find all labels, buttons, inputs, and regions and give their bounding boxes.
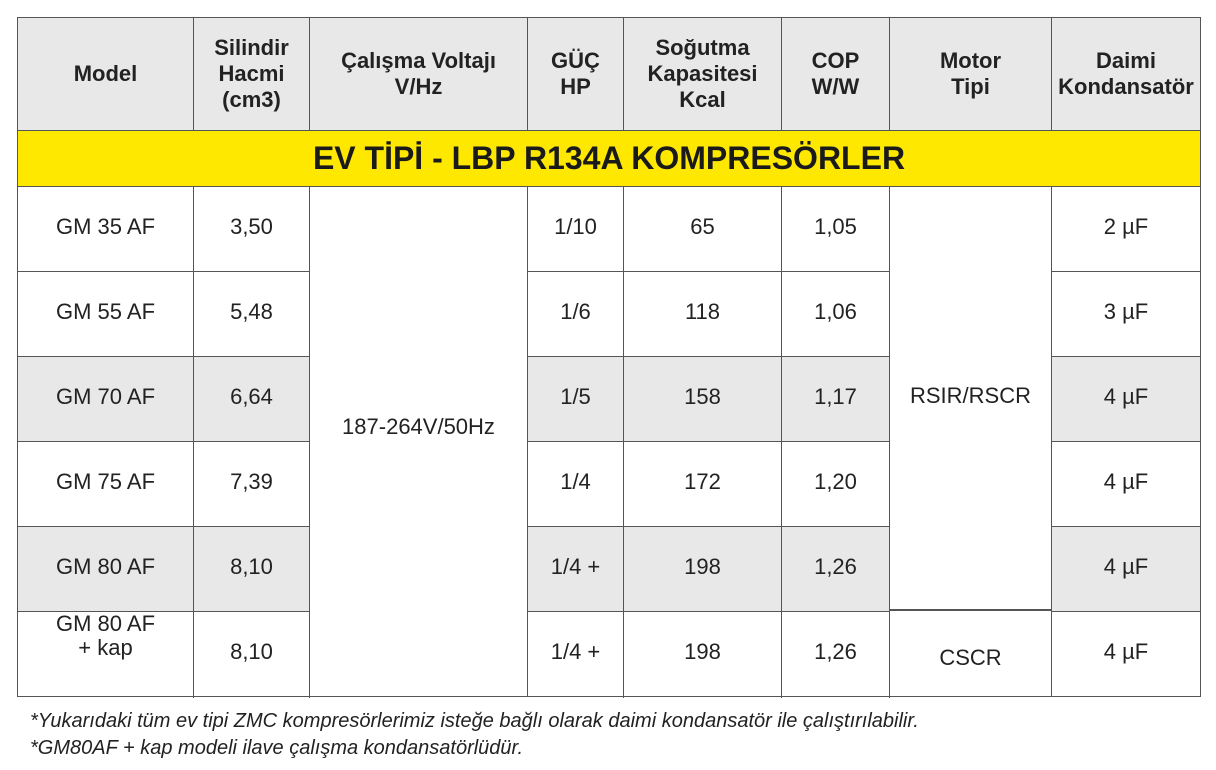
kondansator-cell: 4 µF xyxy=(1052,527,1200,612)
header-silindir: Silindir Hacmi (cm3) xyxy=(194,18,310,131)
hacim-cell: 8,10 xyxy=(194,612,310,698)
hacim-cell: 3,50 xyxy=(194,187,310,272)
kondansator-cell: 3 µF xyxy=(1052,272,1200,357)
model-cell: GM 80 AF xyxy=(18,527,194,612)
header-model: Model xyxy=(18,18,194,131)
header-cop: COP W/W xyxy=(782,18,890,131)
hp-cell: 1/10 xyxy=(528,187,624,272)
kondansator-cell: 4 µF xyxy=(1103,639,1149,664)
kcal-cell: 118 xyxy=(624,272,782,357)
hp-cell: 1/4 + xyxy=(528,527,624,612)
model-cell: GM 55 AF xyxy=(18,272,194,357)
hp-cell: 1/4 xyxy=(528,442,624,527)
cop-cell: 1,17 xyxy=(782,357,890,442)
header-motor: Motor Tipi xyxy=(890,18,1052,131)
kondansator-cell: 4 µF xyxy=(1052,442,1200,527)
voltage-cell: 187-264V/50Hz xyxy=(310,187,528,697)
hp-cell: 1/4 + xyxy=(528,612,624,698)
model-cell: GM 70 AF xyxy=(18,357,194,442)
model-cell: GM 80 AF + kap xyxy=(18,612,194,698)
footnote-1: *Yukarıdaki tüm ev tipi ZMC kompresörlerimiz isteğe bağlı olarak daimi kondansatör ile çalıştırılabilir. xyxy=(30,710,919,732)
kcal-cell: 65 xyxy=(624,187,782,272)
kcal-cell: 172 xyxy=(624,442,782,527)
cop-cell: 1,06 xyxy=(782,272,890,357)
cop-cell: 1,20 xyxy=(782,442,890,527)
kcal-cell: 198 xyxy=(624,527,782,612)
footnotes xyxy=(30,708,919,762)
header-guc: GÜÇ HP xyxy=(528,18,624,131)
header-daimi: Daimi Kondansatör xyxy=(1052,18,1200,131)
motor-cscr-cell: CSCR xyxy=(890,611,1052,697)
cop-cell: 1,26 xyxy=(782,527,890,612)
kondansator-cell: 4 µF xyxy=(1052,357,1200,442)
header-sogutma: Soğutma Kapasitesi Kcal xyxy=(624,18,782,131)
model-cell: GM 35 AF xyxy=(18,187,194,272)
section-band: EV TİPİ - LBP R134A KOMPRESÖRLER xyxy=(18,131,1200,187)
footnote-2: *GM80AF + kap modeli ilave çalışma kondansatörlüdür. xyxy=(30,737,524,759)
header-voltaj: Çalışma Voltajı V/Hz xyxy=(310,18,528,131)
hp-cell: 1/5 xyxy=(528,357,624,442)
hp-cell: 1/6 xyxy=(528,272,624,357)
kcal-cell: 198 xyxy=(624,612,782,698)
compressor-table xyxy=(17,17,1201,697)
hacim-cell: 6,64 xyxy=(194,357,310,442)
cop-cell: 1,26 xyxy=(782,612,890,698)
model-cell: GM 75 AF xyxy=(18,442,194,527)
hacim-cell: 7,39 xyxy=(194,442,310,527)
motor-rsir-cell: RSIR/RSCR xyxy=(890,187,1052,611)
kcal-cell: 158 xyxy=(624,357,782,442)
hacim-cell: 5,48 xyxy=(194,272,310,357)
cop-cell: 1,05 xyxy=(782,187,890,272)
hacim-cell: 8,10 xyxy=(194,527,310,612)
kondansator-cell: 2 µF xyxy=(1052,187,1200,272)
